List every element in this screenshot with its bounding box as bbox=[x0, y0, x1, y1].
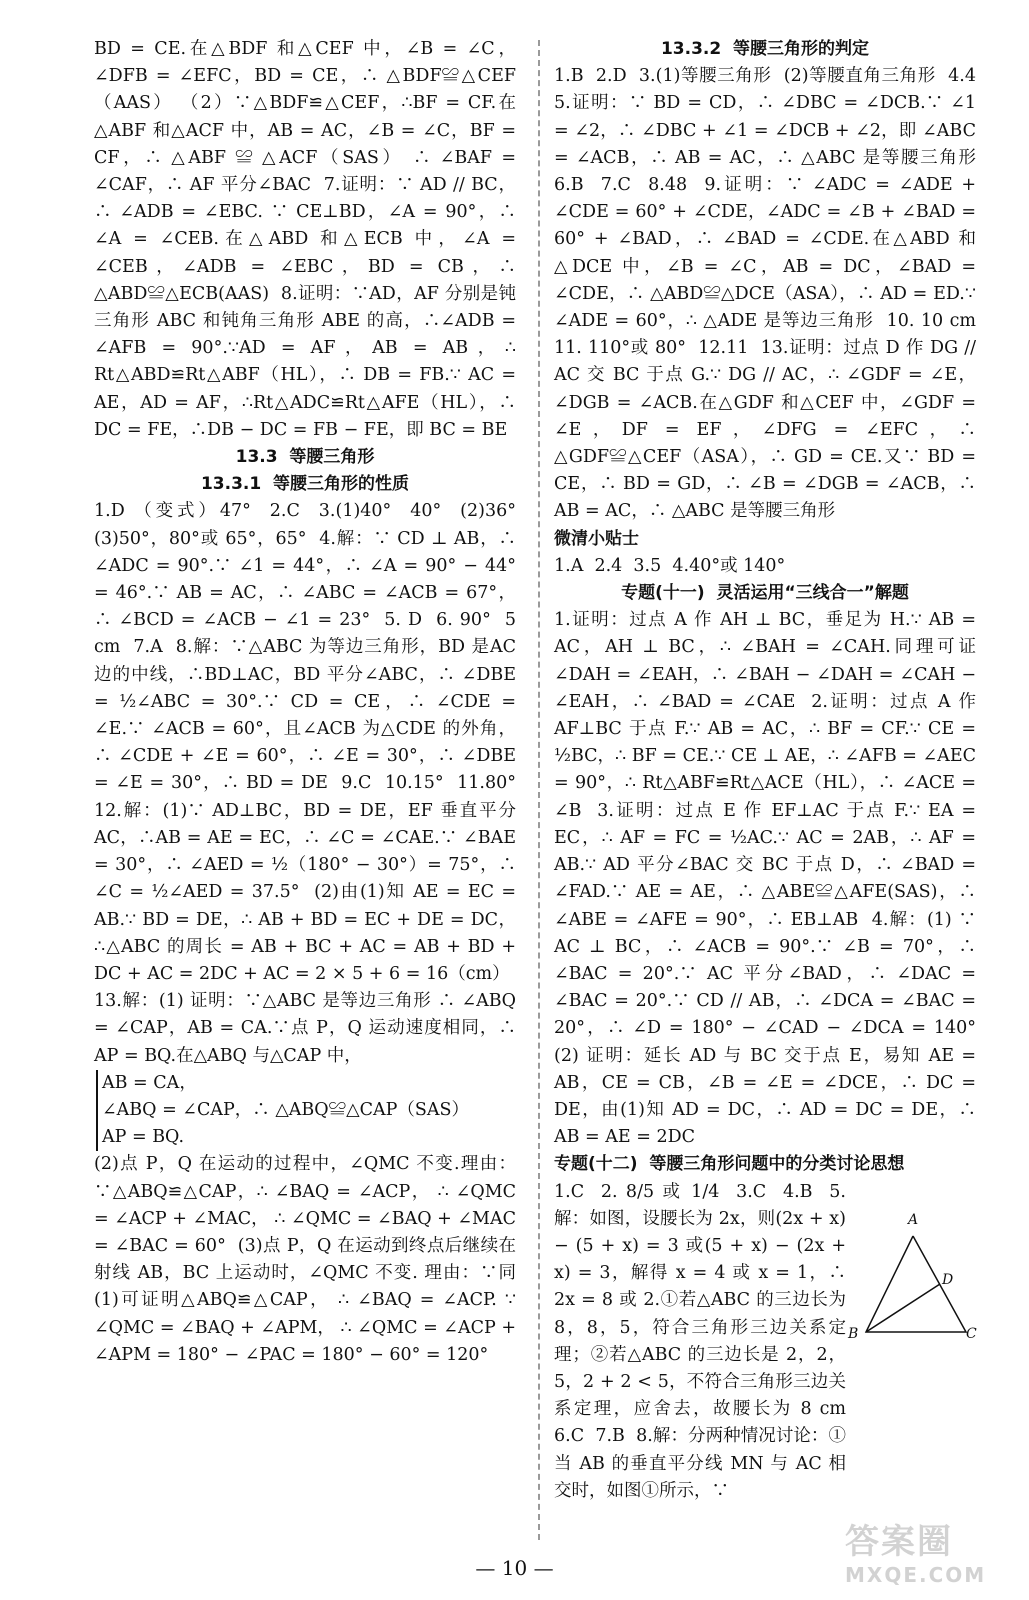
watermark-logo bbox=[845, 1522, 1015, 1594]
left-block-4: 13.解：(1) 证明：∵△ABC 是等边三角形 ∴ ∠ABQ = ∠CAP，AB = CA.∵点 P，Q 运动速度相同，∴ AP = BQ.在△ABQ 与△CAP 中， bbox=[94, 991, 522, 1066]
left-column bbox=[94, 36, 528, 1369]
point-label-c: C bbox=[966, 1326, 977, 1342]
left-block-3: 1.D （变式）47° 2.C 3.(1)40° 40° (2)36° (3)50°，80°或 65°，65° 4.解：∵ CD ⊥ AB，∴ ∠ADC = 90°.∵ ∠1 = 44°，∴ ∠A = 90° − 44° = 46°.∵ AB = AC，∴ ∠ABC = ∠ACB = 67°，∴ ∠BCD = ∠ACB − ∠1 = 23° 5. D 6. 90° 5 cm 7.A 8.解：∵△ABC 为等边三角形，BD 是AC 边的中线，∴BD⊥AC，BD 平分∠ABC，∴ ∠DBE = ½∠ABC = 30°.∵ CD = CE，∴ ∠CDE = ∠E.∵ ∠ACB = 60°，且∠ACB 为△CDE 的外角，∴ ∠CDE + ∠E = 60°，∴ ∠E = 30°，∴ ∠DBE = ∠E = 30°，∴ BD = DE 9.C 10.15° 11.80° 12.解：(1)∵ AD⊥BC，BD = DE，EF 垂直平分 AC，∴AB = AE = EC，∴ ∠C = ∠CAE.∵ ∠BAE = 30°，∴ ∠AED = ½（180° − 30°）= 75°，∴ ∠C = ½∠AED = 37.5° (2)由(1)知 AE = EC = AB.∵ BD = DE，∴ AB + BD = EC + DE = DC，∴△ABC 的周长 = AB + BC + AC = AB + BD + DC + AC = 2DC + AC = 2 × 5 + 6 = 16（cm） bbox=[94, 501, 528, 984]
column-divider bbox=[538, 40, 540, 1540]
subsection-heading-13-3-2: 13.3.2 等腰三角形的判定 bbox=[660, 39, 870, 59]
topic-11-heading: 专题(十一) 灵活运用“三线合一”解题 bbox=[621, 583, 909, 604]
left-block-6: (2)点 P，Q 在运动的过程中，∠QMC 不变.理由：∵△ABQ≌△CAP，∴ ∠BAQ = ∠ACP， ∴ ∠QMC = ∠ACP + ∠MAC， ∴ ∠QMC = ∠BAQ + ∠MAC = ∠BAC = 60° (3)点 P，Q 在运动到终点后继续在射线 AB，BC 上运动时，∠QMC 不变. 理由：∵同(1)可证明△ABQ≌△CAP， ∴ ∠BAQ = ∠ACP. ∵ ∠QMC = ∠BAQ + ∠APM， ∴ ∠QMC = ∠ACP + ∠APM = 180° − ∠PAC = 180° − 60° = 120° bbox=[94, 1154, 522, 1365]
right-block-7: 1.C 2. 8/5 或 1/4 3.C 4.B 5.解：如图，设腰长为 2x，则(2x + x) − (5 + x) = 3 或(5 + x) − (2x + x) = 3，解得 x = 4 或 x = 1，∴ 2x = 8 或 2.①若△ABC 的三边长为 8，8，5，符合三角形三边关系定理；②若△ABC 的三边长是 2，2，5，2 + 2 < 5，不符合三角形三边关系定理，应舍去，故腰长为 8 cm 6.C 7.B 8.解：分两种情况讨论：①当 AB 的垂直平分线 MN 与 AC 相交时，如图①所示，∵ bbox=[554, 1181, 858, 1501]
watermark-url-text: MXQE.COM bbox=[845, 1563, 987, 1587]
point-label-a: A bbox=[908, 1212, 919, 1228]
point-label-b: B bbox=[848, 1326, 859, 1342]
subsection-heading-13-3-1: 13.3.1 等腰三角形的性质 bbox=[200, 474, 410, 495]
watermark-main-text: 答案圈 bbox=[845, 1522, 953, 1562]
triangle-svg bbox=[858, 1228, 980, 1344]
page-number: — 10 — bbox=[475, 1556, 554, 1580]
tips-heading: 微清小贴士 bbox=[554, 528, 639, 549]
point-label-d: D bbox=[942, 1272, 954, 1288]
right-block-3: 1.A 2.4 3.5 4.40°或 140° bbox=[554, 555, 786, 576]
topic-12-heading: 专题(十二) 等腰三角形问题中的分类讨论思想 bbox=[554, 1154, 905, 1175]
right-block-1: 1.B 2.D 3.(1)等腰三角形 (2)等腰直角三角形 4.4 5.证明：∵ BD = CD，∴ ∠DBC = ∠DCB.∵ ∠1 = ∠2，∴ ∠DBC + ∠1 = ∠DCB + ∠2，即 ∠ABC = ∠ACB，∴ AB = AC，∴ △ABC 是等腰三角形 6.B 7.C 8.48 9.证明：∵ ∠ADC = ∠ADE + ∠CDE = 60° + ∠CDE，∠ADC = ∠B + ∠BAD = 60° + ∠BAD，∴ ∠BAD = ∠CDE.在△ABD 和△DCE 中，∠B = ∠C，AB = DC，∠BAD = ∠CDE，∴ △ABD≌△DCE（ASA），∴ AD = ED.∵ ∠ADE = 60°，∴ △ADE 是等边三角形 10. 10 cm 11. 110°或 80° 12.11 13.证明：过点 D 作 DG // AC 交 BC 于点 G.∵ DG // AC，∴ ∠GDF = ∠E，∠DGB = ∠ACB.在△GDF 和△CEF 中，∠GDF = ∠E，DF = EF，∠DFG = ∠EFC，∴ △GDF≌△CEF（ASA），∴ GD = CE.又∵ BD = CE，∴ BD = GD，∴ ∠B = ∠DGB = ∠ACB，∴ AB = AC，∴ △ABC 是等腰三角形 bbox=[554, 66, 988, 522]
section-heading-13-3: 13.3 等腰三角形 bbox=[235, 447, 375, 468]
triangle-figure bbox=[848, 1212, 980, 1344]
right-block-5: 1.证明：过点 A 作 AH ⊥ BC，垂足为 H.∵ AB = AC，AH ⊥ BC，∴ ∠BAH = ∠CAH.同理可证 ∠DAH = ∠EAH，∴ ∠BAH − ∠DAH = ∠CAH − ∠EAH，∴ ∠BAD = ∠CAE 2.证明：过点 A 作 AF⊥BC 于点 F.∵ AB = AC，∴ BF = CF.∵ CE = ½BC，∴ BF = CE.∵ CE ⊥ AE，∴ ∠AFB = ∠AEC = 90°，∴ Rt△ABF≌Rt△ACE（HL），∴ ∠ACE = ∠B 3.证明：过点 E 作 EF⊥AC 于点 F.∵ EA = EC，∴ AF = FC = ½AC.∵ AC = 2AB，∴ AF = AB.∵ AD 平分∠BAC 交 BC 于点 D，∴ ∠BAD = ∠FAD.∵ AE = AE，∴ △ABE≌△AFE(SAS)，∴ ∠ABE = ∠AFE = 90°，∴ EB⊥AB 4.解：(1) ∵ AC ⊥ BC，∴ ∠ACB = 90°.∵ ∠B = 70°，∴ ∠BAC = 20°.∵ AC 平分∠BAD，∴ ∠DAC = ∠BAC = 20°.∵ CD // AB，∴ ∠DCA = ∠BAC = 20°，∴ ∠D = 180° − ∠CAD − ∠DCA = 140° (2) 证明：延长 AD 与 BC 交于点 E，易知 AE = AB，CE = CB，∠B = ∠E = ∠DCE，∴ DC = DE，由(1)知 AD = DC，∴ AD = DC = DE，∴ AB = AE = 2DC bbox=[554, 610, 988, 1148]
left-block-0: BD = CE.在△BDF 和△CEF 中，∠B = ∠C，∠DFB = ∠EFC，BD = CE，∴ △BDF≌△CEF（AAS） （2）∵△BDF≌△CEF，∴BF = CF.在△ABF 和△ACF 中，AB = AC，∠B = ∠C，BF = CF，∴ △ABF ≌ △ACF（SAS） ∴ ∠BAF = ∠CAF，∴ AF 平分∠BAC 7.证明：∵ AD // BC， ∴ ∠ADB = ∠EBC. ∵ CE⊥BD，∠A = 90°，∴ ∠A = ∠CEB.在△ABD 和△ECB 中，∠A = ∠CEB，∠ADB = ∠EBC，BD = CB，∴ △ABD≌△ECB(AAS) 8.证明：∵AD，AF 分别是钝三角形 ABC 和钝角三角形 ABE 的高，∴∠ADB = ∠AFB = 90°.∵AD = AF，AB = AB，∴ Rt△ABD≌Rt△ABF（HL），∴ DB = FB.∵ AC = AE，AD = AF，∴Rt△ADC≌Rt△AFE（HL），∴ DC = FE，∴DB − DC = FB − FE，即 BC = BE bbox=[94, 39, 522, 440]
left-system-of-conditions: AB = CA， ∠ABQ = ∠CAP，∴ △ABQ≌△CAP（SAS） AP = BQ. bbox=[96, 1070, 516, 1152]
